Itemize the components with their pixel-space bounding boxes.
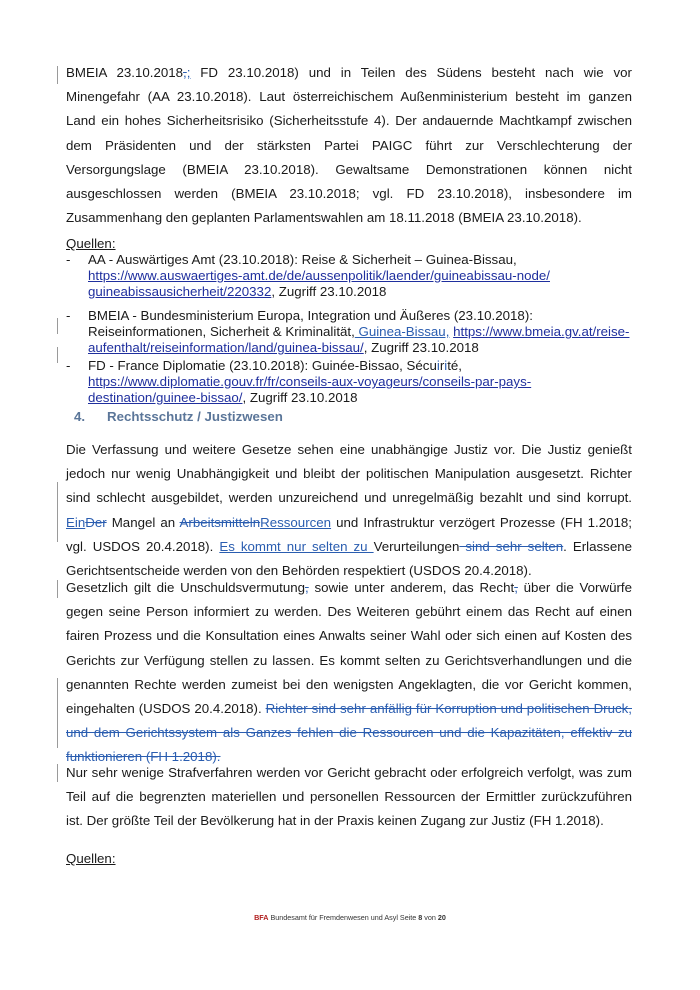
sources-list [66, 252, 632, 414]
text: Nur sehr wenige Strafverfahren werden vor Gericht gebracht oder erfolgreich verfolgt, was zum Teil auf die begrenzten materiellen und personellen Ressourcen der Ermittler zurückzuführen ist. Der größte Teil der Bevölkerung hat in der Praxis keinen Zugang zur Justiz (FH 1.2018). [66, 765, 632, 829]
text: über die Vorwürfe gegen seine Person informiert zu werden. Des Weiteren gebührt einem das Recht auf einen fairen Prozess und die Konsultation eines Anwalts seiner Wahl oder sich einen auf Kosten des Gerichts zur Verfügung stellen zu lassen. Es kommt selten zu Gerichtsverhandlungen und die genannten Rechte werden zumeist bei den wenigsten Angeklagten, die vor Gericht kommen, eingehalten (USDOS 20.4.2018). [66, 580, 633, 717]
tracked-deletion: sind sehr selten [459, 538, 564, 554]
list-dash: - [66, 308, 71, 323]
tracked-deletion: Arbeitsmitteln [179, 514, 261, 530]
text: Mangel an [106, 514, 180, 530]
source-text: AA - Auswärtiges Amt (23.10.2018): Reise & Sicherheit – Guinea-Bissau, [88, 252, 517, 267]
source-text: FD - France Diplomatie (23.10.2018): Guinée-Bissao, Sécu [88, 358, 437, 373]
change-bar [57, 764, 58, 782]
tracked-insertion: Ein [66, 514, 86, 530]
list-dash: - [66, 358, 71, 373]
page-total: 20 [437, 913, 446, 922]
tracked-insertion: Ressourcen [260, 514, 332, 530]
change-bar [57, 678, 58, 748]
text: Die Verfassung und weitere Gesetze sehen eine unabhängige Justiz vor. Die Justiz genießt jedoch nur wenig Unabhängigkeit und bleibt der politischen Manipulation ausgesetzt. Richter sind schlecht ausgebildet, werden unzureichend und unregelmäßig bezahlt und sind korrupt. [66, 442, 632, 506]
text: r [439, 358, 445, 373]
source-link[interactable]: https://www.auswaertiges-amt.de/de/aussenpolitik/laender/guineabissau-node/ guineabissausicherheit/220332 [88, 268, 550, 299]
tracked-deletion: , [305, 580, 309, 595]
source-item-bmeia [66, 308, 632, 356]
change-bar [57, 66, 58, 84]
paragraph-rights [66, 576, 632, 770]
source-link[interactable]: https://www.diplomatie.gouv.fr/fr/conseils-aux-voyageurs/conseils-par-pays-destination/guinee-bissao/ [88, 374, 532, 405]
source-item-fd [66, 358, 632, 406]
tracked-deletion: Der [85, 514, 107, 530]
source-text: BMEIA - Bundesministerium Europa, Integration und Äußeres (23.10.2018): Reiseinformationen, Sicherheit & Kriminalität, [88, 308, 533, 339]
source-access-date: , Zugriff 23.10.2018 [242, 390, 358, 405]
source-access-date: , Zugriff 23.10.2018 [271, 284, 387, 299]
change-bar [57, 318, 58, 334]
sources-heading: Quellen: [66, 851, 116, 866]
footer-org: Bundesamt für Fremdenwesen und Asyl Seite [268, 913, 419, 922]
source-access-date: , Zugriff 23.10.2018 [363, 340, 479, 355]
change-bar [57, 580, 58, 598]
source-link[interactable]: https://www.bmeia.gv.at/reise-aufenthalt/reiseinformation/land/guinea-bissau/ [88, 324, 630, 355]
section-title: Rechtsschutz / Justizwesen [107, 409, 283, 424]
tracked-insertion: ; [186, 65, 191, 80]
tracked-insertion: i [436, 358, 440, 373]
source-item-aa [66, 252, 632, 300]
change-bar [57, 347, 58, 363]
tracked-deletion: , [183, 65, 187, 80]
footer-of: von [422, 913, 438, 922]
change-bar [57, 482, 58, 542]
text: FD 23.10.2018) und in Teilen des Südens besteht nach wie vor Minengefahr (AA 23.10.2018). Laut österreichischem Außenministerium besteht im ganzen Land ein hohes Sicherheitsrisiko (Sicherheitsstufe 4). Der andauernde Machtkampf zwischen dem Präsidenten und der stärksten Partei PAIGC führt zur Verschlechterung der Versorgungslage (BMEIA 23.10.2018). Gewaltsame Demonstrationen können nicht ausgeschlossen werden (BMEIA 23.10.2018; vgl. FD 23.10.2018), insbesondere im Zusammenhang den geplanten Parlamentswahlen am 18.11.2018 (BMEIA 23.10.2018). [66, 65, 632, 226]
tracked-deletion: i [444, 358, 448, 373]
text: . Erlassene Gerichtsentscheide werden von den Behörden respektiert (USDOS 20.4.2018). [66, 538, 633, 579]
paragraph-security [66, 61, 632, 230]
paragraph-prosecution [66, 761, 632, 834]
text: sowie unter anderem, das Recht [308, 580, 515, 595]
page-number: 8 [418, 913, 423, 922]
paragraph-judiciary [66, 438, 632, 583]
text: und Infrastruktur verzögert Prozesse (FH 1.2018; vgl. USDOS 20.4.2018). [66, 514, 632, 554]
tracked-insertion: Es kommt nur selten zu [219, 538, 374, 554]
section-number: 4. [74, 409, 86, 424]
section-heading [74, 409, 283, 424]
text: té, [447, 358, 463, 373]
text: Verurteilungen [373, 538, 460, 554]
sources-heading: Quellen: [66, 236, 116, 251]
bfa-logo: BFA [254, 913, 269, 922]
tracked-deletion: , [514, 580, 518, 595]
text: Gesetzlich gilt die Unschuldsvermutung [66, 580, 306, 595]
page-footer [0, 913, 700, 922]
tracked-insertion: Guinea-Bissau, [354, 324, 450, 339]
tracked-deletion: Richter sind sehr anfällig für Korruption und politischen Druck, und dem Gerichtssystem als Ganzes fehlen die Ressourcen und die Kapazitäten, effektiv zu funktionieren (FH 1.2018). [66, 701, 632, 765]
list-dash: - [66, 252, 71, 267]
text: BMEIA 23.10.2018 [66, 65, 184, 80]
